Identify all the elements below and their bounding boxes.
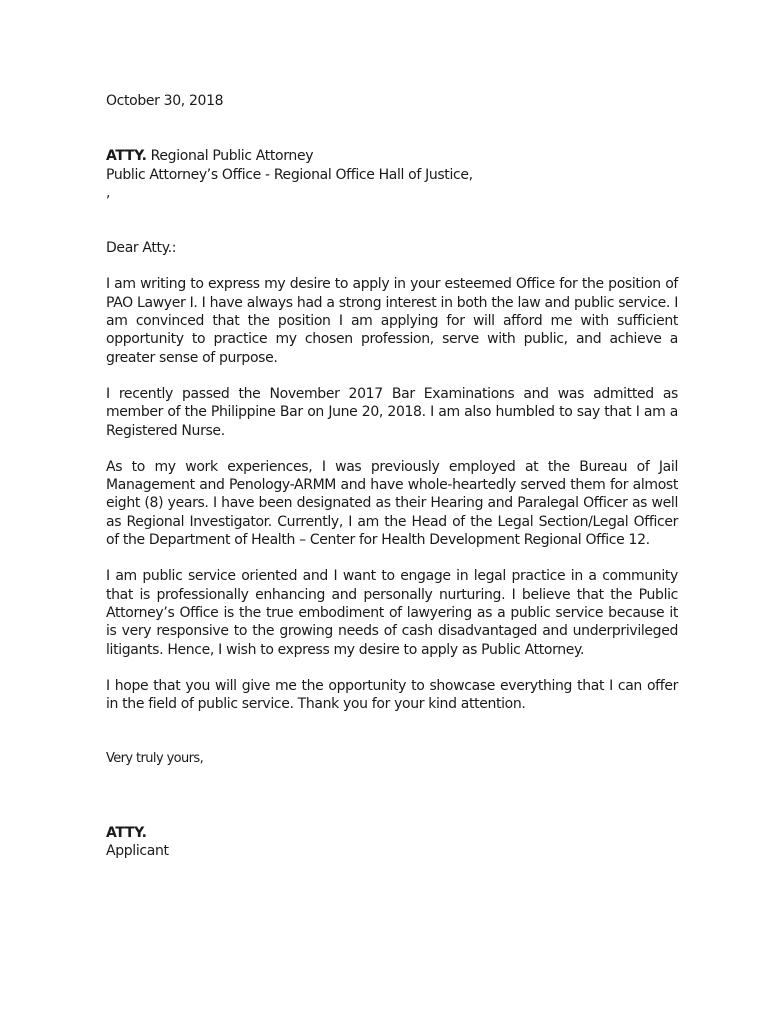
body-paragraph-5: I hope that you will give me the opportunity to showcase everything that I can offer in the field of public service. Thank you for your kind attention.	[106, 677, 678, 713]
signatory-honorific: ATTY.	[106, 824, 147, 841]
letter-date: October 30, 2018	[106, 93, 224, 109]
closing-phrase: Very truly yours,	[106, 751, 204, 767]
salutation: Dear Atty.:	[106, 240, 177, 257]
body-paragraph-4: I am public service oriented and I want to engage in legal practice in a community that is professionally enhancing and personally nurturing. I believe that the Public Attorney’s Office is the true embodiment of lawyering as a public service because it is very responsive to the growing needs of cash disadvantaged and underprivileged litigants. Hence, I wish to express my desire to apply as Public Attorney.	[106, 568, 678, 658]
recipient-address: ,	[106, 184, 111, 201]
signature-block	[106, 824, 678, 861]
recipient-honorific: ATTY.	[106, 148, 147, 165]
body-paragraph-1: I am writing to express my desire to apply in your esteemed Office for the position of PAO Lawyer I. I have always had a strong interest in both the law and public service. I am convinced that the position I am applying for will afford me with sufficient opportunity to practice my chosen profession, serve with public, and achieve a greater sense of purpose.	[106, 276, 678, 366]
recipient-block	[106, 147, 678, 202]
recipient-office: Public Attorney’s Office - Regional Office Hall of Justice,	[106, 166, 473, 183]
signatory-role: Applicant	[106, 843, 169, 860]
body-paragraph-3: As to my work experiences, I was previously employed at the Bureau of Jail Management and Penology-ARMM and have whole-heartedly served them for almost eight (8) years. I have been designated as their Hearing and Paralegal Officer as well as Regional Investigator. Currently, I am the Head of the Legal Section/Legal Officer of the Department of Health – Center for Health Development Regional Office 12.	[106, 458, 678, 549]
body-paragraph-2: I recently passed the November 2017 Bar Examinations and was admitted as member of the Philippine Bar on June 20, 2018. I am also humbled to say that I am a Registered Nurse.	[106, 385, 678, 439]
recipient-title-line	[106, 147, 678, 165]
cover-letter	[106, 92, 678, 860]
recipient-position: Regional Public Attorney	[146, 148, 314, 165]
